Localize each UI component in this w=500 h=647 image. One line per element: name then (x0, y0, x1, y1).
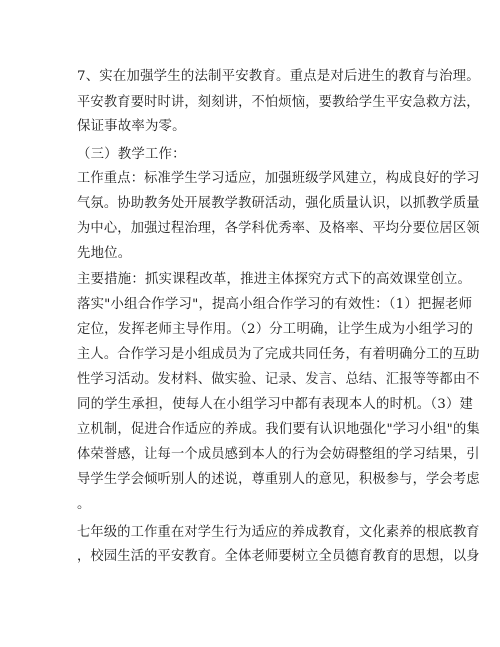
text-line: 主要措施：抓实课程改革，推进主体探究方式下的高效课堂创立。 (77, 272, 472, 287)
text-line: 导学生学会倾听别人的述说，尊重别人的意见，积极参与，学会考虑 (77, 472, 480, 487)
text-line: 主人。合作学习是小组成员为了完成共同任务，有着明确分工的互助 (77, 347, 480, 362)
text-line: 7、实在加强学生的法制平安教育。重点是对后进生的教育与治理。 (77, 69, 480, 84)
text-line: 先地位。 (77, 246, 132, 261)
text-line: 体荣誉感，让每一个成员感到本人的行为会妨碍整组的学习结果，引 (77, 447, 480, 462)
text-line: 为中心，加强过程治理，各学科优秀率、及格率、平均分要位居区领 (77, 221, 480, 236)
text-line: 立机制，促进合作适应的养成。我们要有认识地强化"学习小组"的集 (77, 422, 480, 437)
text-line: 。 (77, 497, 91, 512)
text-line: 工作重点：标准学生学习适应，加强班级学风建立，构成良好的学习 (77, 171, 480, 186)
text-line: 保证事故率为零。 (77, 119, 186, 134)
text-line: ，校园生活的平安教育。全体老师要树立全员德育教育的思想，以身 (77, 549, 480, 564)
text-line: 定位，发挥老师主导作用。（2）分工明确，让学生成为小组学习的 (77, 322, 474, 337)
section-heading: （三）教学工作： (77, 147, 186, 162)
text-line: 七年级的工作重在对学生行为适应的养成教育，文化素养的根底教育 (77, 525, 480, 540)
text-line: 性学习活动。发材料、做实验、记录、发言、总结、汇报等等都由不 (77, 372, 480, 387)
text-line: 落实"小组合作学习"，提高小组合作学习的有效性：（1）把握老师 (77, 297, 473, 312)
text-line: 同的学生承担，使每人在小组学习中都有表现本人的时机。（3）建 (77, 397, 474, 412)
text-line: 平安教育要时时讲，刻刻讲，不怕烦恼，要教给学生平安急救方法， (77, 95, 480, 110)
text-line: 气氛。协助教务处开展教学教研活动，强化质量认识，以抓教学质量 (77, 196, 480, 211)
